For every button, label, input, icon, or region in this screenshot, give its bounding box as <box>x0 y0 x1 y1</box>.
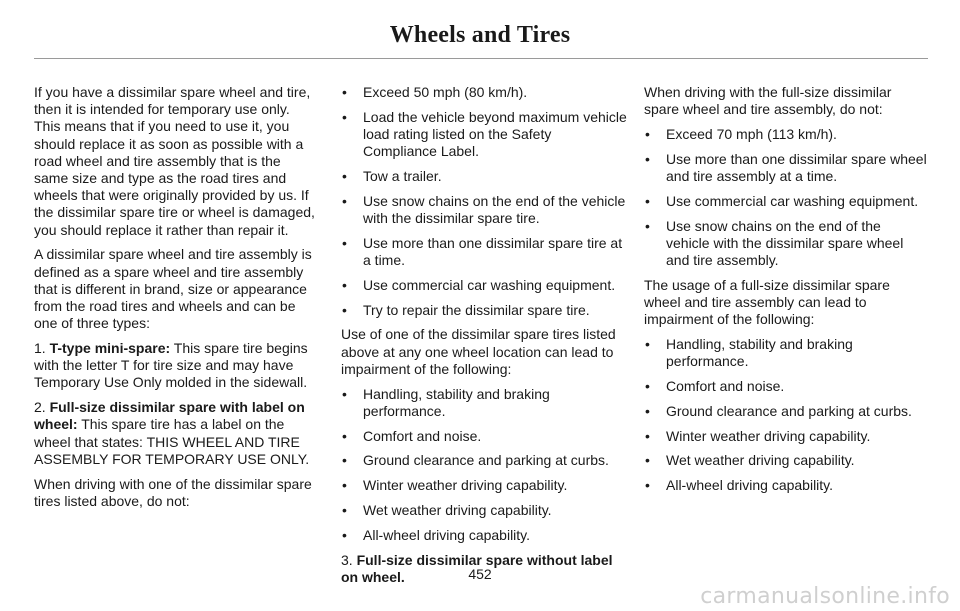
list-item: • Winter weather driving capability. <box>644 428 928 445</box>
type-1-number: 1. <box>34 340 50 357</box>
list-item: • All-wheel driving capability. <box>341 527 629 544</box>
list-item: • Comfort and noise. <box>341 428 629 445</box>
list-item: • Wet weather driving capability. <box>341 502 629 519</box>
list-item: • Exceed 50 mph (80 km/h). <box>341 84 629 101</box>
type-1-paragraph <box>34 340 318 392</box>
list-item: • Wet weather driving capability. <box>644 452 928 469</box>
list-item: • Use more than one dissimilar spare tire at a time. <box>341 235 629 269</box>
watermark: carmanualsonline.info <box>700 584 950 609</box>
column-3 <box>644 84 928 502</box>
list-item: • Exceed 70 mph (113 km/h). <box>644 126 928 143</box>
list-item: • Use more than one dissimilar spare wheel and tire assembly at a time. <box>644 151 928 185</box>
full-size-impairment-list <box>644 336 928 494</box>
list-item: • Ground clearance and parking at curbs. <box>644 403 928 420</box>
list-item: • Use commercial car washing equipment. <box>341 277 629 294</box>
dissimilar-dont-list <box>341 84 629 319</box>
list-item: • Tow a trailer. <box>341 168 629 185</box>
list-item: • Handling, stability and braking performance. <box>341 386 629 420</box>
impairment-intro-paragraph: Use of one of the dissimilar spare tires listed above at any one wheel location can lead to impairment of the following: <box>341 326 616 377</box>
list-item: • Comfort and noise. <box>644 378 928 395</box>
full-size-dont-intro: When driving with the full-size dissimilar spare wheel and tire assembly, do not: <box>644 84 892 118</box>
intro-paragraph: If you have a dissimilar spare wheel and tire, then it is intended for temporary use only. This means that if you need to use it, you should replace it as soon as possible with a road wheel and tire assembly that is the same size and type as the road tires and wheels that were originally provided by us. If the dissimilar spare tire or wheel is damaged, you should replace it rather than repair it. <box>34 84 315 238</box>
type-2-label: Full-size dissimilar spare with label on wheel: <box>34 399 305 433</box>
list-item: • All-wheel driving capability. <box>644 477 928 494</box>
type-1-text: This spare tire begins with the letter T for tire size and may have Temporary Use Only molded in the sidewall. <box>34 340 308 391</box>
list-item: • Load the vehicle beyond maximum vehicle load rating listed on the Safety Compliance Label. <box>341 109 629 161</box>
dont-intro-paragraph: When driving with one of the dissimilar spare tires listed above, do not: <box>34 475 312 509</box>
list-item: • Handling, stability and braking performance. <box>644 336 928 370</box>
column-2 <box>341 84 629 594</box>
impairment-list <box>341 386 629 544</box>
page-title: Wheels and Tires <box>389 22 571 48</box>
list-item: • Use commercial car washing equipment. <box>644 193 928 210</box>
type-2-text: This spare tire has a label on the wheel that states: THIS WHEEL AND TIRE ASSEMBLY FOR TEMPORARY USE ONLY. <box>34 416 310 467</box>
type-3-label: Full-size dissimilar spare without label on wheel. <box>341 551 613 585</box>
full-size-impairment-intro: The usage of a full-size dissimilar spare wheel and tire assembly can lead to impairment of the following: <box>644 276 890 328</box>
page-number: 452 <box>468 566 492 582</box>
full-size-dont-list <box>644 126 928 269</box>
column-1 <box>34 84 318 518</box>
type-2-number: 2. <box>34 399 50 416</box>
list-item: • Use snow chains on the end of the vehicle with the dissimilar spare tire. <box>341 193 629 227</box>
list-item: • Use snow chains on the end of the vehicle with the dissimilar spare wheel and tire assembly. <box>644 218 928 270</box>
type-3-number: 3. <box>341 551 357 568</box>
list-item: • Try to repair the dissimilar spare tire. <box>341 302 629 319</box>
header-divider <box>34 58 928 59</box>
type-1-label: T-type mini-spare: <box>49 340 171 357</box>
definition-paragraph: A dissimilar spare wheel and tire assembly is defined as a spare wheel and tire assembly that is different in brand, size or appearance from the road tires and wheels and can be one of three types: <box>34 246 312 332</box>
type-2-paragraph <box>34 399 318 468</box>
list-item: • Ground clearance and parking at curbs. <box>341 452 629 469</box>
list-item: • Winter weather driving capability. <box>341 477 629 494</box>
